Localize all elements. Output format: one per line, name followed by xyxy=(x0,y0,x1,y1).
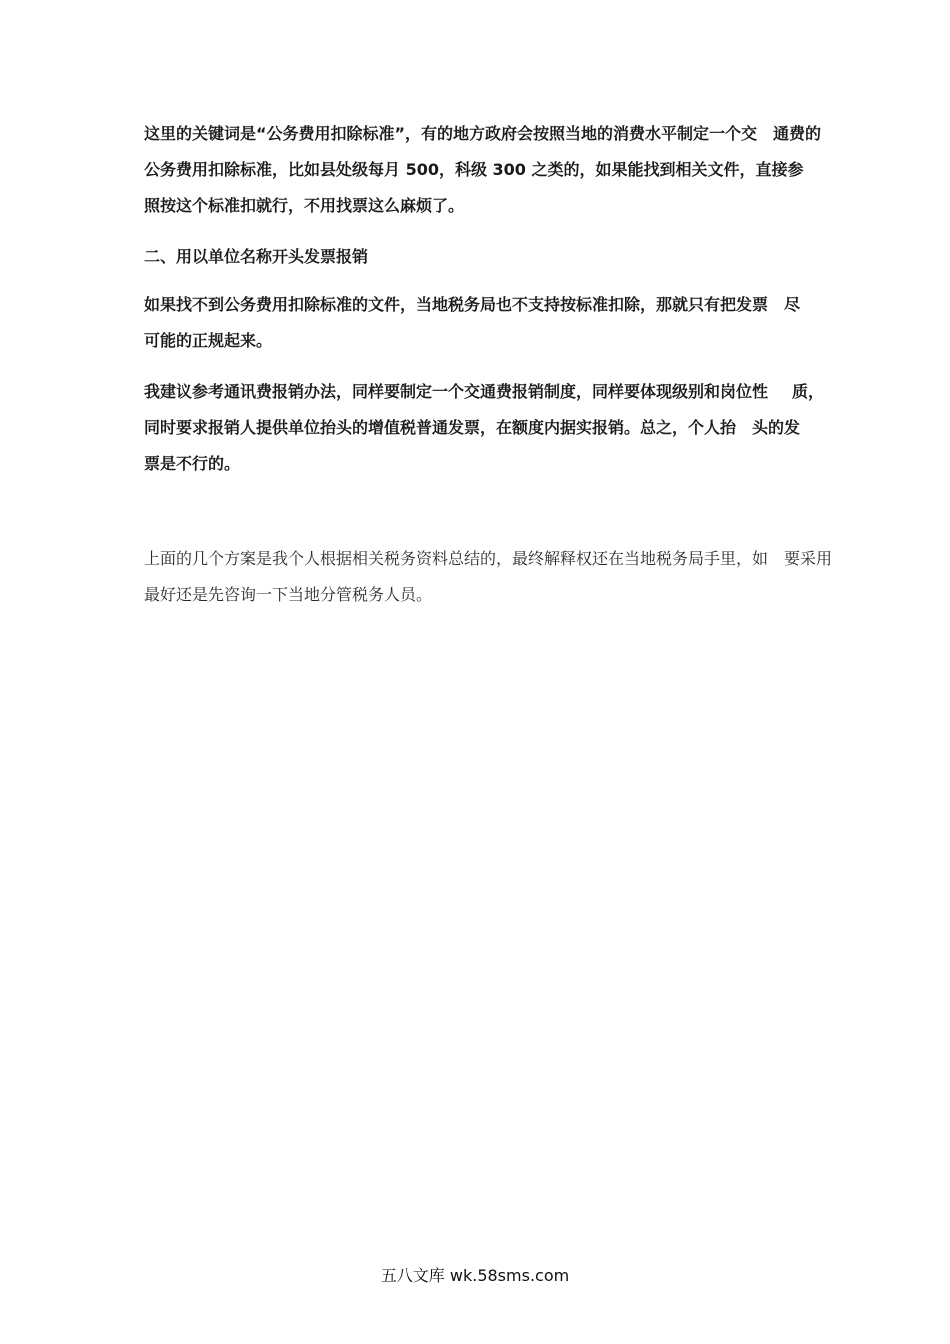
text-line: 最好还是先咨询一下当地分管税务人员。 xyxy=(144,585,433,604)
text-line: 上面的几个方案是我个人根据相关税务资料总结的，最终解释权还在当地税务局手里，如 要采用 xyxy=(144,549,833,568)
text-line: 票是不行的。 xyxy=(144,454,241,473)
text-line: 公务费用扣除标准，比如县处级每月 500，科级 300 之类的，如果能找到相关文件，直接参 xyxy=(144,160,804,179)
paragraph-conclusion xyxy=(144,541,833,613)
text-line: 我建议参考通讯费报销办法，同样要制定一个交通费报销制度，同样要体现级别和岗位性 质， xyxy=(144,382,825,401)
text-line: 如果找不到公务费用扣除标准的文件，当地税务局也不支持按标准扣除，那就只有把发票 尽 xyxy=(144,295,801,314)
section-heading xyxy=(144,239,810,275)
paragraph-deduction-standard xyxy=(144,116,822,224)
footer-watermark: 五八文库 wk.58sms.com xyxy=(380,1266,570,1285)
text-line: 同时要求报销人提供单位抬头的增值税普通发票，在额度内据实报销。总之，个人抬 头的发 xyxy=(144,418,801,437)
text-line: 这里的关键词是“公务费用扣除标准”，有的地方政府会按照当地的消费水平制定一个交 通费的 xyxy=(144,124,822,143)
paragraph-invoice-reimbursement xyxy=(144,287,810,359)
paragraph-suggestion xyxy=(144,374,825,482)
text-line: 可能的正规起来。 xyxy=(144,331,273,350)
heading-text: 二、用以单位名称开头发票报销 xyxy=(144,247,369,266)
text-line: 照按这个标准扣就行，不用找票这么麻烦了。 xyxy=(144,196,465,215)
